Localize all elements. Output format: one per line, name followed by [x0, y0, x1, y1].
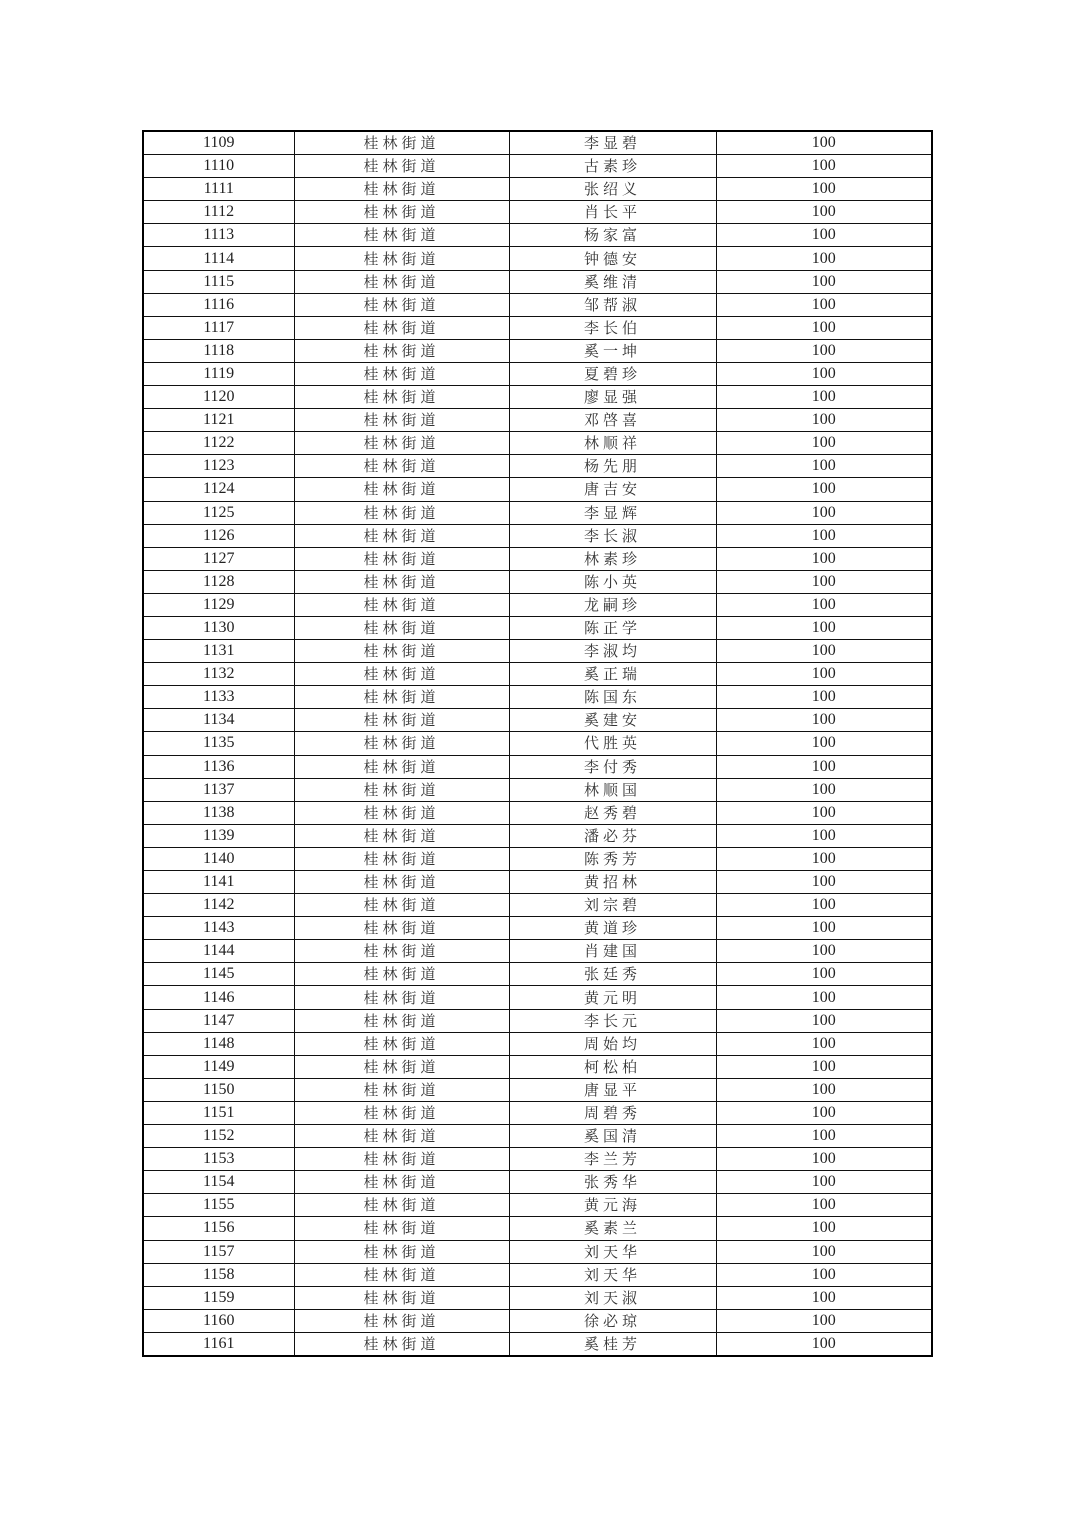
amount-cell: 100: [716, 524, 932, 547]
amount-cell: 100: [716, 1332, 932, 1356]
table-row: [143, 1332, 932, 1356]
name-cell: 肖建国: [509, 940, 716, 963]
table-row: [143, 1032, 932, 1055]
serial-number-cell: 1123: [143, 455, 294, 478]
amount-cell: 100: [716, 1286, 932, 1309]
serial-number-cell: 1145: [143, 963, 294, 986]
serial-number-cell: 1120: [143, 386, 294, 409]
amount-cell: 100: [716, 201, 932, 224]
serial-number-cell: 1144: [143, 940, 294, 963]
serial-number-cell: 1119: [143, 362, 294, 385]
serial-number-cell: 1148: [143, 1032, 294, 1055]
name-cell: 夏碧珍: [509, 362, 716, 385]
amount-cell: 100: [716, 616, 932, 639]
street-cell: 桂林街道: [294, 339, 509, 362]
table-row: [143, 1101, 932, 1124]
table-row: [143, 270, 932, 293]
amount-cell: 100: [716, 131, 932, 155]
name-cell: 柯松柏: [509, 1055, 716, 1078]
amount-cell: 100: [716, 755, 932, 778]
name-cell: 李长伯: [509, 316, 716, 339]
name-cell: 李淑均: [509, 640, 716, 663]
serial-number-cell: 1157: [143, 1240, 294, 1263]
street-cell: 桂林街道: [294, 1332, 509, 1356]
serial-number-cell: 1131: [143, 640, 294, 663]
name-cell: 林顺祥: [509, 432, 716, 455]
amount-cell: 100: [716, 871, 932, 894]
amount-cell: 100: [716, 432, 932, 455]
amount-cell: 100: [716, 270, 932, 293]
street-cell: 桂林街道: [294, 1240, 509, 1263]
street-cell: 桂林街道: [294, 1309, 509, 1332]
serial-number-cell: 1140: [143, 847, 294, 870]
amount-cell: 100: [716, 1263, 932, 1286]
table-row: [143, 1171, 932, 1194]
amount-cell: 100: [716, 1309, 932, 1332]
street-cell: 桂林街道: [294, 755, 509, 778]
table-row: [143, 409, 932, 432]
table-row: [143, 616, 932, 639]
serial-number-cell: 1141: [143, 871, 294, 894]
table-row: [143, 640, 932, 663]
amount-cell: 100: [716, 686, 932, 709]
serial-number-cell: 1130: [143, 616, 294, 639]
name-cell: 杨先朋: [509, 455, 716, 478]
name-cell: 刘天淑: [509, 1286, 716, 1309]
name-cell: 龙嗣珍: [509, 593, 716, 616]
name-cell: 邹帮淑: [509, 293, 716, 316]
street-cell: 桂林街道: [294, 1148, 509, 1171]
table-row: [143, 801, 932, 824]
serial-number-cell: 1113: [143, 224, 294, 247]
table-row: [143, 247, 932, 270]
name-cell: 陈正学: [509, 616, 716, 639]
serial-number-cell: 1150: [143, 1078, 294, 1101]
table-row: [143, 986, 932, 1009]
name-cell: 黄道珍: [509, 917, 716, 940]
amount-cell: 100: [716, 894, 932, 917]
serial-number-cell: 1154: [143, 1171, 294, 1194]
street-cell: 桂林街道: [294, 247, 509, 270]
serial-number-cell: 1125: [143, 501, 294, 524]
name-cell: 邓啓喜: [509, 409, 716, 432]
name-cell: 钟德安: [509, 247, 716, 270]
name-cell: 周始均: [509, 1032, 716, 1055]
street-cell: 桂林街道: [294, 847, 509, 870]
table-row: [143, 293, 932, 316]
name-cell: 代胜英: [509, 732, 716, 755]
name-cell: 张秀华: [509, 1171, 716, 1194]
street-cell: 桂林街道: [294, 201, 509, 224]
serial-number-cell: 1121: [143, 409, 294, 432]
amount-cell: 100: [716, 455, 932, 478]
amount-cell: 100: [716, 1148, 932, 1171]
amount-cell: 100: [716, 1194, 932, 1217]
table-row: [143, 1309, 932, 1332]
name-cell: 赵秀碧: [509, 801, 716, 824]
street-cell: 桂林街道: [294, 478, 509, 501]
amount-cell: 100: [716, 1125, 932, 1148]
serial-number-cell: 1135: [143, 732, 294, 755]
serial-number-cell: 1146: [143, 986, 294, 1009]
name-cell: 林顺国: [509, 778, 716, 801]
name-cell: 李长元: [509, 1009, 716, 1032]
amount-cell: 100: [716, 1009, 932, 1032]
name-cell: 刘天华: [509, 1263, 716, 1286]
serial-number-cell: 1153: [143, 1148, 294, 1171]
name-cell: 奚维清: [509, 270, 716, 293]
street-cell: 桂林街道: [294, 1101, 509, 1124]
street-cell: 桂林街道: [294, 686, 509, 709]
serial-number-cell: 1143: [143, 917, 294, 940]
table-row: [143, 455, 932, 478]
street-cell: 桂林街道: [294, 1078, 509, 1101]
serial-number-cell: 1139: [143, 824, 294, 847]
street-cell: 桂林街道: [294, 894, 509, 917]
serial-number-cell: 1128: [143, 570, 294, 593]
street-cell: 桂林街道: [294, 616, 509, 639]
table-row: [143, 940, 932, 963]
name-cell: 奚建安: [509, 709, 716, 732]
name-cell: 李兰芳: [509, 1148, 716, 1171]
name-cell: 张廷秀: [509, 963, 716, 986]
amount-cell: 100: [716, 293, 932, 316]
table-row: [143, 963, 932, 986]
table-row: [143, 1286, 932, 1309]
name-cell: 周碧秀: [509, 1101, 716, 1124]
street-cell: 桂林街道: [294, 270, 509, 293]
street-cell: 桂林街道: [294, 1217, 509, 1240]
table-row: [143, 824, 932, 847]
street-cell: 桂林街道: [294, 732, 509, 755]
serial-number-cell: 1126: [143, 524, 294, 547]
amount-cell: 100: [716, 663, 932, 686]
street-cell: 桂林街道: [294, 1055, 509, 1078]
amount-cell: 100: [716, 824, 932, 847]
street-cell: 桂林街道: [294, 940, 509, 963]
street-cell: 桂林街道: [294, 1125, 509, 1148]
name-cell: 奚一坤: [509, 339, 716, 362]
street-cell: 桂林街道: [294, 986, 509, 1009]
serial-number-cell: 1156: [143, 1217, 294, 1240]
serial-number-cell: 1115: [143, 270, 294, 293]
amount-cell: 100: [716, 917, 932, 940]
name-cell: 杨家富: [509, 224, 716, 247]
amount-cell: 100: [716, 178, 932, 201]
street-cell: 桂林街道: [294, 432, 509, 455]
table-row: [143, 1217, 932, 1240]
serial-number-cell: 1118: [143, 339, 294, 362]
street-cell: 桂林街道: [294, 778, 509, 801]
table-row: [143, 709, 932, 732]
name-cell: 陈秀芳: [509, 847, 716, 870]
amount-cell: 100: [716, 709, 932, 732]
amount-cell: 100: [716, 1078, 932, 1101]
table-row: [143, 593, 932, 616]
street-cell: 桂林街道: [294, 1171, 509, 1194]
serial-number-cell: 1137: [143, 778, 294, 801]
serial-number-cell: 1111: [143, 178, 294, 201]
name-cell: 肖长平: [509, 201, 716, 224]
table-row: [143, 201, 932, 224]
serial-number-cell: 1124: [143, 478, 294, 501]
street-cell: 桂林街道: [294, 547, 509, 570]
table-row: [143, 339, 932, 362]
table-row: [143, 1194, 932, 1217]
amount-cell: 100: [716, 501, 932, 524]
serial-number-cell: 1152: [143, 1125, 294, 1148]
name-cell: 奚桂芳: [509, 1332, 716, 1356]
table-row: [143, 386, 932, 409]
amount-cell: 100: [716, 732, 932, 755]
amount-cell: 100: [716, 1032, 932, 1055]
street-cell: 桂林街道: [294, 709, 509, 732]
table-row: [143, 501, 932, 524]
table-row: [143, 570, 932, 593]
table-row: [143, 732, 932, 755]
amount-cell: 100: [716, 339, 932, 362]
name-cell: 徐必琼: [509, 1309, 716, 1332]
street-cell: 桂林街道: [294, 1032, 509, 1055]
table-row: [143, 755, 932, 778]
table-row: [143, 362, 932, 385]
amount-cell: 100: [716, 478, 932, 501]
serial-number-cell: 1159: [143, 1286, 294, 1309]
name-cell: 陈国东: [509, 686, 716, 709]
table-row: [143, 1009, 932, 1032]
name-cell: 张绍义: [509, 178, 716, 201]
table-row: [143, 663, 932, 686]
amount-cell: 100: [716, 409, 932, 432]
amount-cell: 100: [716, 1240, 932, 1263]
serial-number-cell: 1109: [143, 131, 294, 155]
serial-number-cell: 1129: [143, 593, 294, 616]
name-cell: 黄招林: [509, 871, 716, 894]
amount-cell: 100: [716, 1101, 932, 1124]
street-cell: 桂林街道: [294, 1263, 509, 1286]
table-row: [143, 1055, 932, 1078]
serial-number-cell: 1122: [143, 432, 294, 455]
street-cell: 桂林街道: [294, 362, 509, 385]
amount-cell: 100: [716, 547, 932, 570]
amount-cell: 100: [716, 1217, 932, 1240]
table-row: [143, 1263, 932, 1286]
table-row: [143, 847, 932, 870]
table-row: [143, 686, 932, 709]
serial-number-cell: 1158: [143, 1263, 294, 1286]
serial-number-cell: 1117: [143, 316, 294, 339]
name-cell: 唐吉安: [509, 478, 716, 501]
name-cell: 潘必芬: [509, 824, 716, 847]
amount-cell: 100: [716, 593, 932, 616]
name-cell: 刘天华: [509, 1240, 716, 1263]
amount-cell: 100: [716, 155, 932, 178]
serial-number-cell: 1127: [143, 547, 294, 570]
serial-number-cell: 1110: [143, 155, 294, 178]
serial-number-cell: 1160: [143, 1309, 294, 1332]
amount-cell: 100: [716, 1171, 932, 1194]
serial-number-cell: 1149: [143, 1055, 294, 1078]
serial-number-cell: 1112: [143, 201, 294, 224]
serial-number-cell: 1114: [143, 247, 294, 270]
table-row: [143, 432, 932, 455]
amount-cell: 100: [716, 362, 932, 385]
amount-cell: 100: [716, 224, 932, 247]
serial-number-cell: 1136: [143, 755, 294, 778]
serial-number-cell: 1155: [143, 1194, 294, 1217]
table-body: [143, 131, 932, 1356]
street-cell: 桂林街道: [294, 501, 509, 524]
table-row: [143, 131, 932, 155]
street-cell: 桂林街道: [294, 409, 509, 432]
name-cell: 黄元海: [509, 1194, 716, 1217]
amount-cell: 100: [716, 570, 932, 593]
name-cell: 黄元明: [509, 986, 716, 1009]
serial-number-cell: 1138: [143, 801, 294, 824]
serial-number-cell: 1142: [143, 894, 294, 917]
table-row: [143, 316, 932, 339]
table-row: [143, 1240, 932, 1263]
street-cell: 桂林街道: [294, 293, 509, 316]
amount-cell: 100: [716, 640, 932, 663]
street-cell: 桂林街道: [294, 455, 509, 478]
street-cell: 桂林街道: [294, 663, 509, 686]
street-cell: 桂林街道: [294, 316, 509, 339]
table-row: [143, 778, 932, 801]
table-row: [143, 1125, 932, 1148]
serial-number-cell: 1116: [143, 293, 294, 316]
amount-cell: 100: [716, 386, 932, 409]
table-row: [143, 224, 932, 247]
street-cell: 桂林街道: [294, 570, 509, 593]
serial-number-cell: 1134: [143, 709, 294, 732]
street-cell: 桂林街道: [294, 1009, 509, 1032]
table-row: [143, 1148, 932, 1171]
street-cell: 桂林街道: [294, 155, 509, 178]
table-row: [143, 1078, 932, 1101]
table-row: [143, 547, 932, 570]
serial-number-cell: 1147: [143, 1009, 294, 1032]
table-row: [143, 478, 932, 501]
table-row: [143, 917, 932, 940]
street-cell: 桂林街道: [294, 963, 509, 986]
serial-number-cell: 1161: [143, 1332, 294, 1356]
street-cell: 桂林街道: [294, 917, 509, 940]
amount-cell: 100: [716, 247, 932, 270]
amount-cell: 100: [716, 963, 932, 986]
amount-cell: 100: [716, 847, 932, 870]
street-cell: 桂林街道: [294, 524, 509, 547]
recipient-table: [142, 130, 933, 1357]
name-cell: 刘宗碧: [509, 894, 716, 917]
street-cell: 桂林街道: [294, 1194, 509, 1217]
street-cell: 桂林街道: [294, 640, 509, 663]
street-cell: 桂林街道: [294, 224, 509, 247]
serial-number-cell: 1133: [143, 686, 294, 709]
amount-cell: 100: [716, 316, 932, 339]
street-cell: 桂林街道: [294, 824, 509, 847]
table-row: [143, 894, 932, 917]
table-row: [143, 155, 932, 178]
amount-cell: 100: [716, 940, 932, 963]
serial-number-cell: 1151: [143, 1101, 294, 1124]
name-cell: 李付秀: [509, 755, 716, 778]
street-cell: 桂林街道: [294, 801, 509, 824]
name-cell: 奚素兰: [509, 1217, 716, 1240]
name-cell: 奚正瑞: [509, 663, 716, 686]
name-cell: 陈小英: [509, 570, 716, 593]
street-cell: 桂林街道: [294, 871, 509, 894]
name-cell: 李长淑: [509, 524, 716, 547]
street-cell: 桂林街道: [294, 386, 509, 409]
name-cell: 林素珍: [509, 547, 716, 570]
street-cell: 桂林街道: [294, 178, 509, 201]
table-row: [143, 178, 932, 201]
amount-cell: 100: [716, 1055, 932, 1078]
amount-cell: 100: [716, 801, 932, 824]
name-cell: 唐显平: [509, 1078, 716, 1101]
serial-number-cell: 1132: [143, 663, 294, 686]
street-cell: 桂林街道: [294, 593, 509, 616]
street-cell: 桂林街道: [294, 131, 509, 155]
name-cell: 古素珍: [509, 155, 716, 178]
name-cell: 奚国清: [509, 1125, 716, 1148]
amount-cell: 100: [716, 778, 932, 801]
name-cell: 李显碧: [509, 131, 716, 155]
street-cell: 桂林街道: [294, 1286, 509, 1309]
name-cell: 廖显强: [509, 386, 716, 409]
name-cell: 李显辉: [509, 501, 716, 524]
table-row: [143, 524, 932, 547]
table-row: [143, 871, 932, 894]
amount-cell: 100: [716, 986, 932, 1009]
